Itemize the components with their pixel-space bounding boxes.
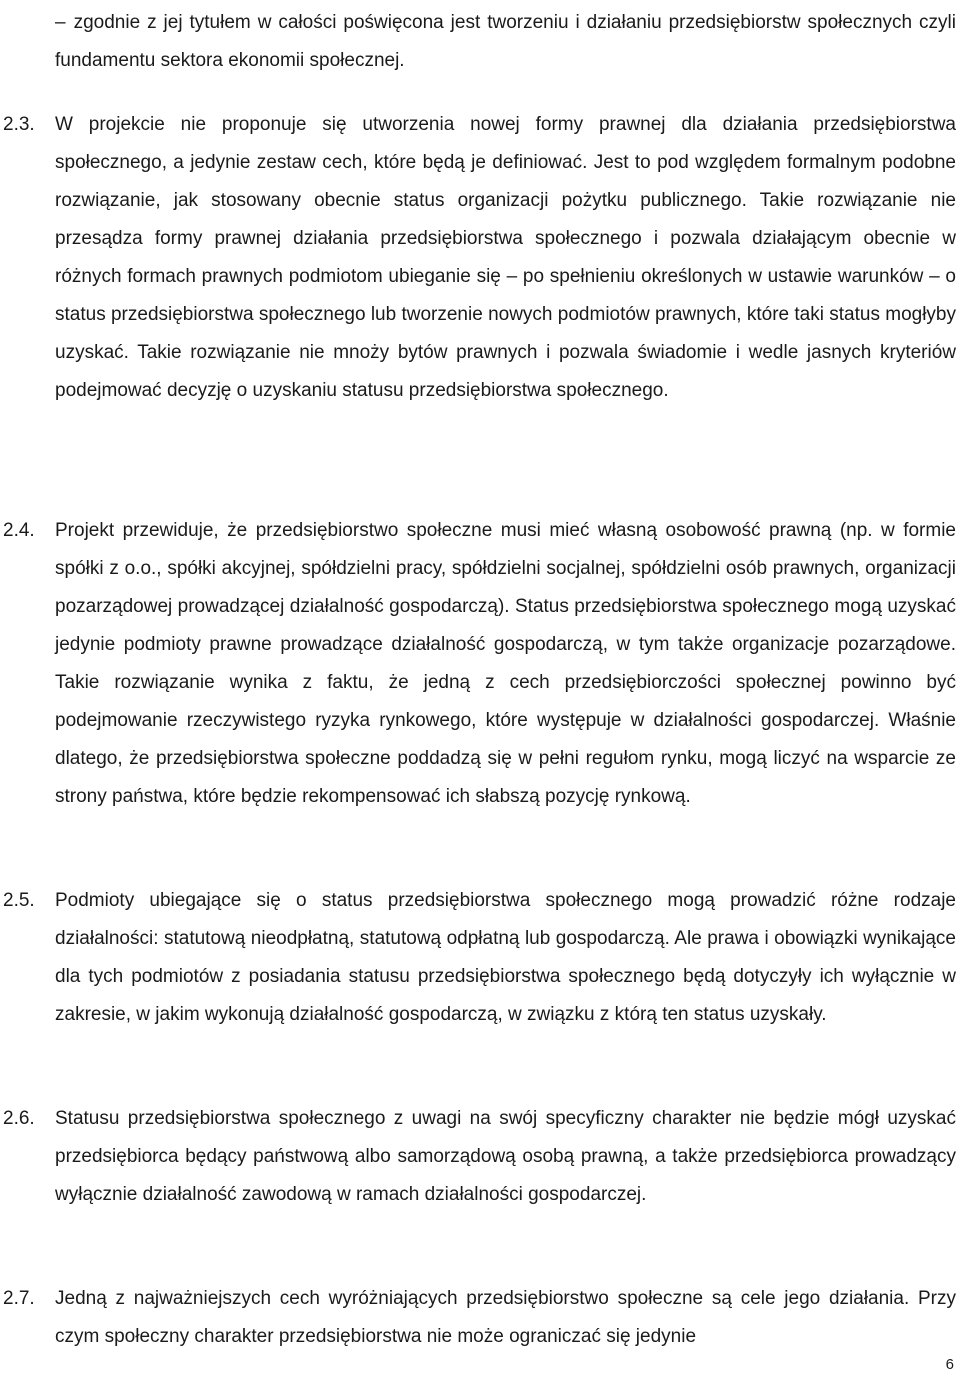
dash-bullet: –	[55, 12, 66, 33]
paragraph-text: W projekcie nie proponuje się utworzenia nowej formy prawnej dla działania przedsiębiorstwa społecznego, a jedynie zestaw cech, które będą je definiować. Jest to pod względem formalnym podobne rozwiązanie, jak stosowany obecnie status organizacji pożytku publicznego. Takie rozwiązanie nie przesądza formy prawnej działania przedsiębiorstwa społecznego i pozwala działającym obecnie w różnych formach prawnych podmiotom ubieganie się – po spełnieniu określonych w ustawie warunków – o status przedsiębiorstwa społecznego lub tworzenie nowych podmiotów prawnych, które taki status mogłyby uzyskać. Takie rozwiązanie nie mnoży bytów prawnych i pozwala świadomie i wedle jasnych kryteriów podejmować decyzję o uzyskaniu statusu przedsiębiorstwa społecznego.	[55, 114, 956, 401]
page-number: 6	[945, 1356, 954, 1373]
paragraph-number: 2.6.	[3, 1108, 35, 1129]
paragraph-text: Podmioty ubiegające się o status przedsiębiorstwa społecznego mogą prowadzić różne rodzaje działalności: statutową nieodpłatną, statutową odpłatną lub gospodarczą. Ale prawa i obowiązki wynikające dla tych podmiotów z posiadania statusu przedsiębiorstwa społecznego będą dotyczyły ich wyłącznie w zakresie, w jakim wykonują działalność gospodarczą, w związku z którą ten status uzyskały.	[55, 890, 956, 1025]
paragraph-number: 2.5.	[3, 890, 35, 911]
paragraph-2-7	[0, 1280, 956, 1356]
paragraph-number: 2.3.	[3, 114, 35, 135]
paragraph-2-4	[0, 512, 956, 816]
paragraph-text: Jedną z najważniejszych cech wyróżniających przedsiębiorstwo społeczne są cele jego działania. Przy czym społeczny charakter przedsiębiorstwa nie może ograniczać się jedynie	[55, 1288, 956, 1347]
paragraph-2-3	[0, 106, 956, 410]
continuation-item	[55, 4, 956, 80]
paragraph-2-6	[0, 1100, 956, 1214]
paragraph-number: 2.7.	[3, 1288, 35, 1309]
paragraph-text: Statusu przedsiębiorstwa społecznego z uwagi na swój specyficzny charakter nie będzie mógł uzyskać przedsiębiorca będący państwową albo samorządową osobą prawną, a także przedsiębiorca prowadzący wyłącznie działalność zawodową w ramach działalności gospodarczej.	[55, 1108, 956, 1205]
paragraph-text: Projekt przewiduje, że przedsiębiorstwo społeczne musi mieć własną osobowość prawną (np. w formie spółki z o.o., spółki akcyjnej, spółdzielni pracy, spółdzielni socjalnej, spółdzielni osób prawnych, organizacji pozarządowej prowadzącej działalność gospodarczą). Status przedsiębiorstwa społecznego mogą uzyskać jedynie podmioty prawne prowadzące działalność gospodarczą, w tym także organizacje pozarządowe. Takie rozwiązanie wynika z faktu, że jedną z cech przedsiębiorczości społecznej powinno być podejmowanie rzeczywistego ryzyka rynkowego, które występuje w działalności gospodarczej. Właśnie dlatego, że przedsiębiorstwa społeczne poddadzą się w pełni regułom rynku, mogą liczyć na wsparcie ze strony państwa, które będzie rekompensować ich słabszą pozycję rynkową.	[55, 520, 956, 807]
continuation-text: zgodnie z jej tytułem w całości poświęcona jest tworzeniu i działaniu przedsiębiorstw społecznych czyli fundamentu sektora ekonomii społecznej.	[55, 12, 956, 71]
paragraph-number: 2.4.	[3, 520, 35, 541]
paragraph-2-5	[0, 882, 956, 1034]
